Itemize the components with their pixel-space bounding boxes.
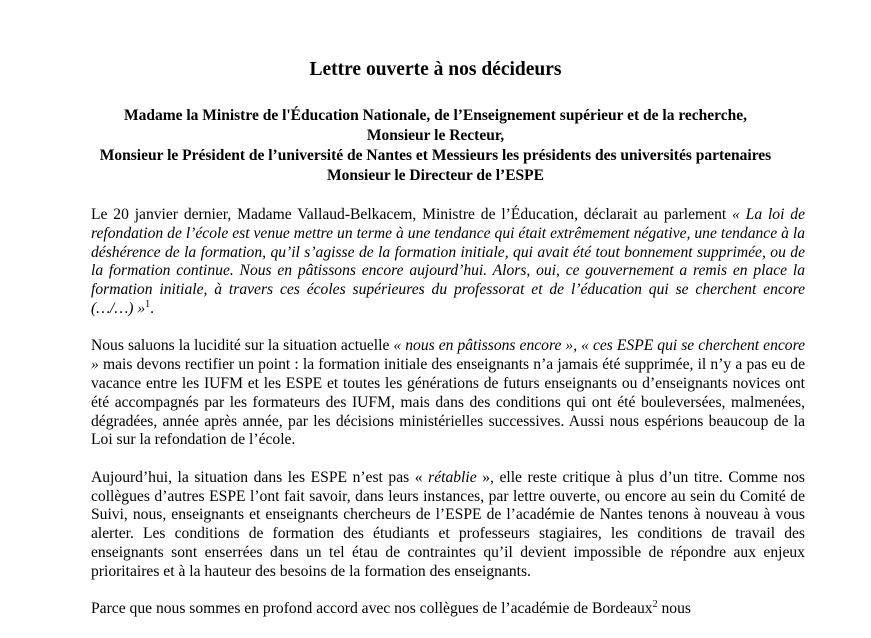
letter-body [91,206,805,638]
footnote-marker: 2 [652,598,658,610]
addressee-line: Monsieur le Président de l’université de Nantes et Messieurs les présidents des universités partenaires [99,147,772,164]
paragraph-4-rest: nous [657,600,691,618]
paragraph-3-rest: », elle reste critique à plus d’un titre. Comme nos collègues d’autres ESPE l’ont fait savoir, dans leurs instances, par lettre ouverte, ou encore au sein du Comité de Suivi, nous, enseignants et enseignants chercheurs de l’ESPE de l’académie de Nantes tenons à nouveau à vous alerter. Les conditions de formation des étudiants et professeurs stagiaires, les conditions de travail des enseignants sont enserrées dans un tel étau de contraintes qu’il devient impossible de répondre aux enjeux prioritaires et à la hauteur des besoins de la formation des enseignants. [91,468,805,580]
paragraph-4 [91,600,805,619]
paragraph-4-text: Parce que nous sommes en profond accord avec nos collègues de l’académie de Bordeaux [91,600,653,618]
paragraph-2 [91,337,805,450]
addressee-block [0,106,871,186]
letter-title: Lettre ouverte à nos décideurs [309,59,562,80]
minister-quote: « La loi de refondation de l’école est venue mettre un terme à une tendance qui était extrêmement négative, une tendance à la déshérence de la formation, qu’il s’agisse de la formation initiale, qui avait été tout bonnement supprimée, ou de la formation continue. Nous en pâtissons encore aujourd’hui. Alors, oui, ce gouvernement a remis en place la formation initiale, à travers ces écoles supérieures du professorat et de l’éducation qui se cherchent encore (…/…) » [91,206,805,317]
quote-espe-cherchent: « ces ESPE qui se cherchent encore » [91,337,805,374]
paragraph-1-text: Le 20 janvier dernier, Madame Vallaud-Belkacem, Ministre de l’Éducation, déclarait au parlement [91,206,733,223]
addressee-line: Monsieur le Recteur, [366,127,505,144]
quote-patissons: « nous en pâtissons encore » [393,337,574,355]
addressee-line: Madame la Ministre de l'Éducation Nationale, de l’Enseignement supérieur et de la recherche, [123,107,748,124]
paragraph-2-rest: mais devons rectifier un point : la formation initiale des enseignants n’a jamais été supprimée, il n’y a pas eu de vacance entre les IUFM et les ESPE et toutes les générations de futurs enseignants ou d’enseignants novices ont été accompagnés par les formateurs des IUFM, mais dans des conditions qui ont été bouleversées, malmenées, dégradées, année après année, par les décisions ministérielles successives. Aussi nous espérions beaucoup de la Loi sur la refondation de l’école. [91,356,805,449]
footnote-marker: 1 [145,298,151,310]
paragraph-2-sep: , [573,337,582,355]
paragraph-3-text: Aujourd’hui, la situation dans les ESPE n’est pas « [91,468,429,486]
addressee-line: Monsieur le Directeur de l’ESPE [327,167,544,184]
paragraph-1 [91,206,805,319]
paragraph-3 [91,469,805,582]
word-retablie: rétablie [428,468,477,486]
paragraph-1-end: . [150,299,155,317]
paragraph-2-text: Nous saluons la lucidité sur la situation actuelle [91,337,394,355]
